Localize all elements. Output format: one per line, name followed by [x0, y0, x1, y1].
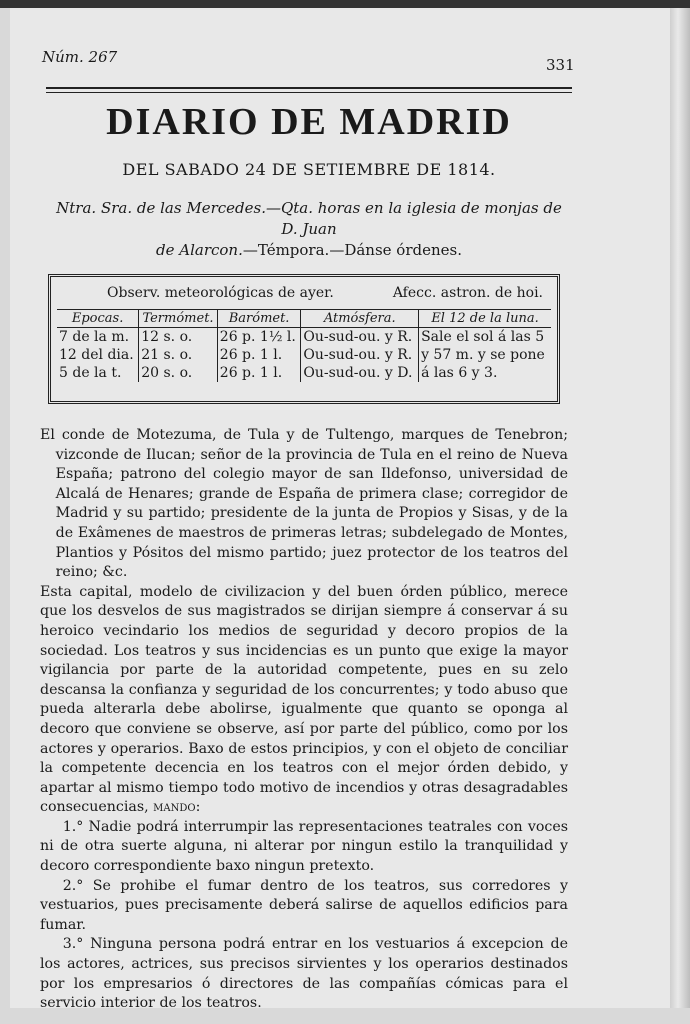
weather-table-box: [48, 274, 560, 404]
cell-atmos: Ou-sud-ou. y D.: [301, 364, 419, 382]
weather-table: [57, 309, 551, 382]
saint-of-day: [46, 198, 572, 261]
cell-termo: 20 s. o.: [139, 364, 218, 382]
masthead-title: DIARIO DE MADRID: [106, 101, 512, 143]
decree-text: Esta capital, modelo de civilizacion y del buen órden público, merece que los desvelos de sus magistrados se dirijan siempre á conservar á su heroico vecindario los medios de seguridad y decoro propios de la sociedad. Los teatros y sus incidencias es un punto que exige la mayor vigilancia por parte de la autoridad competente, pues en su zelo descansa la confianza y seguridad de los concurrentes; y todo abuso que pueda alterarla debe abolirse, igualmente que quanto se oponga al decoro que conviene se observe, así por parte del público, como por los actores y operarios. Baxo de estos principios, y con el objeto de conciliar la competente decencia en los teatros con el mejor órden debido, y apartar al mismo tiempo todo motivo de incendios y otras desagradables consecuencias,: [40, 583, 568, 816]
date-line: DEL SABADO 24 DE SETIEMBRE DE 1814.: [122, 160, 496, 179]
cell-termo: 12 s. o.: [139, 328, 218, 347]
page-edge: [670, 8, 690, 1008]
weather-row: [57, 328, 551, 347]
weather-row: [57, 364, 551, 382]
cell-epoca: 7 de la m.: [59, 329, 130, 345]
header-rule-bottom: [46, 92, 572, 93]
decree-preamble: El conde de Motezuma, de Tula y de Tultengo, marques de Tenebron; vizconde de Ilucan; señor de la provincia de Tula en el reino de Nueva España; patrono del colegio mayor de san Ildefonso, universidad de Alcalá de Henares; grande de España de primera clase; corregidor de Madrid y su partido; presidente de la junta de Propios y Sisas, y de la de Exâmenes de maestros de primeras letras; subdelegado de Montes, Plantios y Pósitos del mismo partido; juez protector de los teatros del reino; &c.: [40, 427, 568, 581]
weather-table-header: [57, 310, 551, 328]
cell-luna: Sale el sol á las 5: [419, 328, 551, 347]
cell-termo: 21 s. o.: [139, 346, 218, 364]
cell-luna: y 57 m. y se pone: [419, 346, 551, 364]
weather-row: [57, 346, 551, 364]
weather-right-heading: Afecc. astron. de hoi.: [392, 285, 543, 301]
header-rule-top: [46, 87, 572, 89]
saint-detail-1: —Qta. horas en la iglesia de monjas de D. Juan: [265, 199, 562, 238]
weather-headings: [57, 281, 551, 301]
scan-top-border: [0, 0, 690, 8]
issue-number: Núm. 267: [42, 48, 118, 66]
article-1: 1.° Nadie podrá interrumpir las representaciones teatrales con voces ni de otra suerte alguna, ni alterar por ningun estilo la tranquilidad y decoro correspondiente baxo ningun pretexto.: [40, 818, 568, 875]
page-number: 331: [546, 56, 575, 74]
col-termometro: Termómet.: [139, 310, 218, 328]
saint-detail-2: —Témpora.—Dánse órdenes.: [242, 241, 462, 259]
cell-epoca: 12 del dia.: [59, 347, 134, 363]
decree-paragraph: [40, 583, 568, 818]
cell-baro: 26 p. 1 l.: [217, 346, 301, 364]
article-2: 2.° Se prohibe el fumar dentro de los teatros, sus corredores y vestuarios, pues precisamente deberá salirse de aquellos edificios para fumar.: [40, 877, 568, 933]
col-barometro: Barómet.: [217, 310, 301, 328]
cell-epoca: 5 de la t.: [59, 365, 122, 381]
article-3: 3.° Ninguna persona podrá entrar en los vestuarios á excepcion de los actores, actrices, sus precisos sirvientes y los operarios destinados por los empresarios ó directores de las compañías cómicas para el servicio interior de los teatros.: [40, 936, 568, 1012]
cell-atmos: Ou-sud-ou. y R.: [301, 328, 419, 347]
cell-baro: 26 p. 1 l.: [217, 364, 301, 382]
weather-left-heading: Observ. meteorológicas de ayer.: [107, 285, 334, 301]
cell-luna: á las 6 y 3.: [419, 364, 551, 382]
col-atmosfera: Atmósfera.: [301, 310, 419, 328]
col-luna: El 12 de la luna.: [419, 310, 551, 328]
mando-word: mando:: [153, 799, 201, 816]
cell-atmos: Ou-sud-ou. y R.: [301, 346, 419, 364]
article-body: [40, 426, 568, 1014]
cell-baro: 26 p. 1½ l.: [217, 328, 301, 347]
col-epocas: Epocas.: [57, 310, 139, 328]
saint-detail-2-italic: de Alarcon.: [156, 241, 243, 259]
saint-name: Ntra. Sra. de las Mercedes.: [56, 199, 266, 217]
